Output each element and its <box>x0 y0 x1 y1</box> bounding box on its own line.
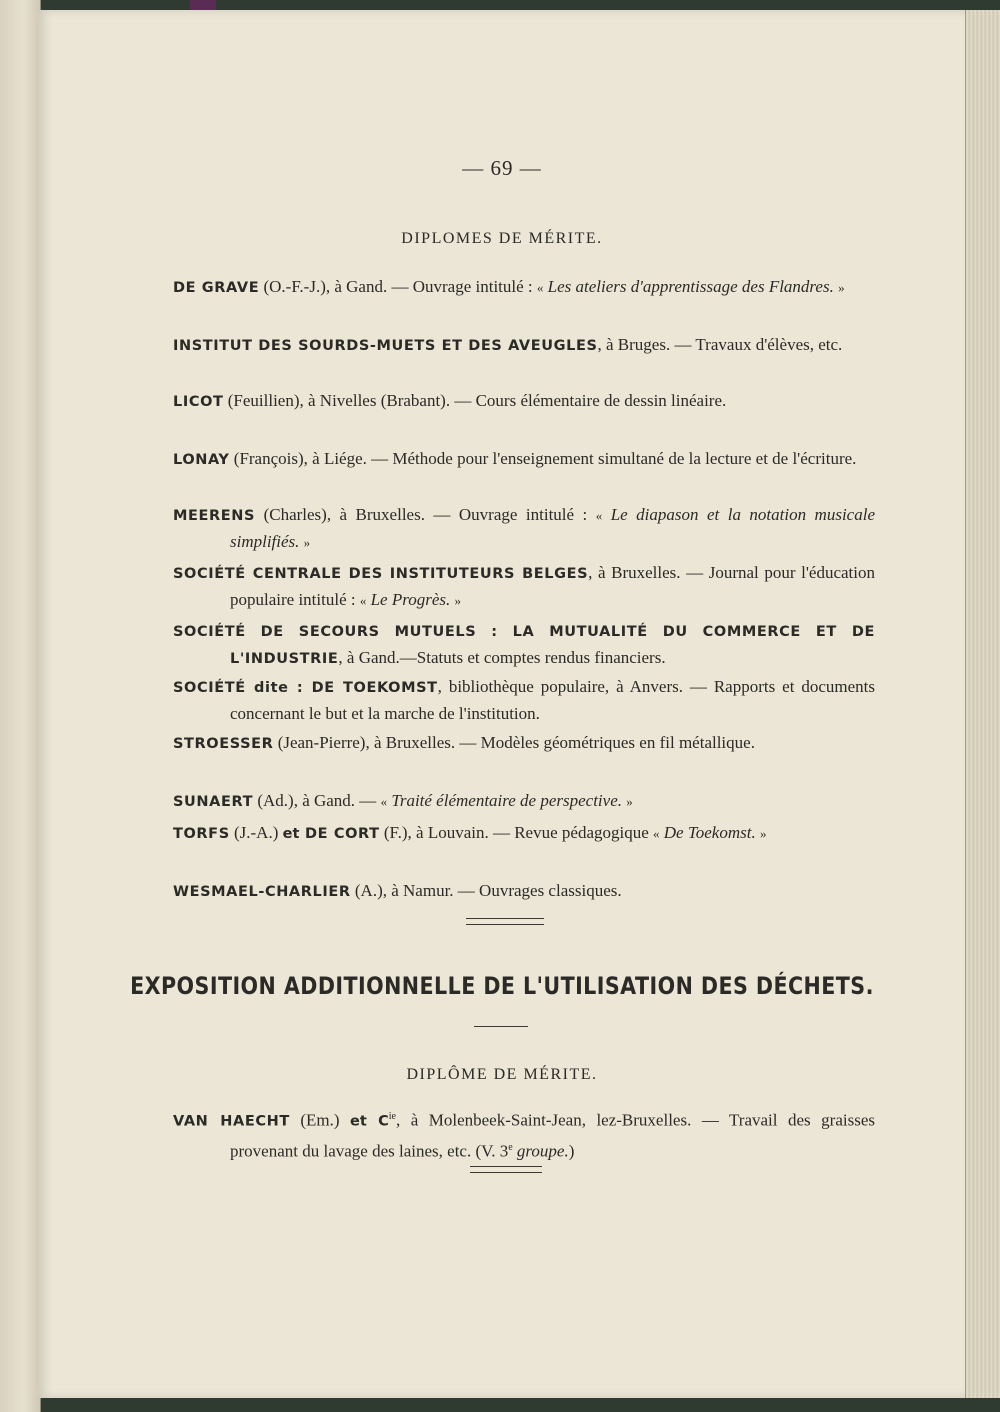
entry-text: , à Gand.—Statuts et comptes rendus financiers. <box>338 648 666 667</box>
page <box>38 10 966 1398</box>
entry-name: TORFS <box>173 826 230 842</box>
entry-text: , à Bruges. — Travaux d'élèves, etc. <box>597 335 843 354</box>
page-content <box>38 10 966 1398</box>
company-abbrev: C <box>366 1113 389 1130</box>
entry-name: MEERENS <box>173 508 256 524</box>
entry-name: LICOT <box>173 394 224 410</box>
quote-open: « <box>380 794 388 809</box>
entry-name: STROESSER <box>173 736 274 752</box>
entry-societe-centrale <box>173 560 875 614</box>
entry-wesmael-charlier <box>173 878 875 905</box>
entry-name: LONAY <box>173 452 230 468</box>
ordinal-sup: e <box>508 1141 513 1153</box>
entry-meerens <box>173 502 875 556</box>
quote-open: « <box>653 826 660 841</box>
entry-title: Le diapason et la notation musicale simplifiés. <box>230 505 875 551</box>
entry-text: (Em.) <box>289 1110 351 1130</box>
heading-diplome-de-merite: DIPLÔME DE MÉRITE. <box>406 1066 598 1083</box>
separator-end-rule <box>470 1166 542 1173</box>
quote-close: » <box>759 826 767 841</box>
entry-de-grave <box>173 274 875 301</box>
entry-lonay <box>173 446 875 473</box>
entry-text: (Ad.), à Gand. — <box>253 791 381 810</box>
entry-title: Traité élémentaire de perspective. <box>387 791 627 810</box>
quote-close: » <box>303 535 311 550</box>
entry-text: , bibliothèque populaire, à Anvers. — Rapports et documents concernant le but et la marche de l'institution. <box>230 677 875 723</box>
entry-text: (F.), à Louvain. — Revue pédagogique <box>379 823 654 842</box>
page-edges <box>965 10 1000 1398</box>
entry-text: (O.-F.-J.), à Gand. — Ouvrage intitulé : <box>259 277 537 296</box>
separator-short-rule <box>474 1026 528 1027</box>
entry-text: , à Molenbeek-Saint-Jean, lez-Bruxelles. — Travail des graisses provenant du lavage des laines, etc. (V. 3 <box>230 1110 875 1161</box>
entry-societe-toekomst <box>173 674 875 727</box>
entry-conjunction: et <box>282 826 300 842</box>
entry-close: ) <box>568 1141 575 1161</box>
entry-name: SOCIÉTÉ DE SECOURS MUTUELS : LA MUTUALITÉ DU COMMERCE ET DE L'INDUSTRIE <box>173 624 875 667</box>
entry-text: (Jean-Pierre), à Bruxelles. — Modèles géométriques en fil métallique. <box>273 733 755 752</box>
page-number: — 69 — <box>462 156 542 180</box>
entry-institut-sourds-muets <box>173 332 875 359</box>
entry-torfs-de-cort <box>173 820 875 847</box>
entry-sunaert <box>173 788 875 815</box>
entry-text: (Charles), à Bruxelles. — Ouvrage intitulé : <box>255 505 596 524</box>
entry-name: DE GRAVE <box>173 280 260 296</box>
section-title: EXPOSITION ADDITIONNELLE DE L'UTILISATION DES DÉCHETS. <box>130 972 874 1000</box>
quote-close: » <box>838 280 845 295</box>
entry-name: SOCIÉTÉ dite : DE TOEKOMST <box>173 680 438 696</box>
entry-conjunction: et <box>350 1113 367 1130</box>
entry-name: SOCIÉTÉ CENTRALE DES INSTITUTEURS BELGES <box>173 566 589 582</box>
entry-societe-secours-mutuels <box>173 618 875 672</box>
binding-ribbon <box>190 0 216 10</box>
entry-text: , à Bruxelles. — Journal pour l'éducation populaire intitulé : <box>230 563 875 609</box>
entry-name: WESMAEL-CHARLIER <box>173 884 351 900</box>
entry-text: (Feuillien), à Nivelles (Brabant). — Cours élémentaire de dessin linéaire. <box>223 391 727 410</box>
company-abbrev-sup: ie <box>388 1111 396 1122</box>
left-page-edge <box>0 0 41 1412</box>
entry-name: VAN HAECHT <box>173 1113 290 1130</box>
entry-stroesser <box>173 730 875 757</box>
heading-diplomes-de-merite: DIPLOMES DE MÉRITE. <box>401 230 603 247</box>
quote-open: « <box>536 280 544 295</box>
entry-text: (A.), à Namur. — Ouvrages classiques. <box>350 881 622 900</box>
entry-licot <box>173 388 875 415</box>
entry-name-second: DE CORT <box>299 826 380 842</box>
entry-title: Le Progrès. <box>366 590 455 609</box>
entry-name: INSTITUT DES SOURDS-MUETS ET DES AVEUGLES <box>173 338 598 354</box>
entry-italic: groupe. <box>512 1141 569 1161</box>
entry-text: (François), à Liége. — Méthode pour l'enseignement simultané de la lecture et de l'écriture. <box>229 449 857 468</box>
entry-name: SUNAERT <box>173 794 254 810</box>
entry-title: De Toekomst. <box>659 823 760 842</box>
quote-open: « <box>359 593 367 608</box>
entry-title: Les ateliers d'apprentissage des Flandres. <box>543 277 839 296</box>
quote-close: » <box>626 794 633 809</box>
quote-open: « <box>595 508 603 523</box>
quote-close: » <box>454 593 461 608</box>
separator-double-rule <box>466 918 544 925</box>
entry-van-haecht <box>173 1104 875 1164</box>
entry-text: (J.-A.) <box>229 823 283 842</box>
